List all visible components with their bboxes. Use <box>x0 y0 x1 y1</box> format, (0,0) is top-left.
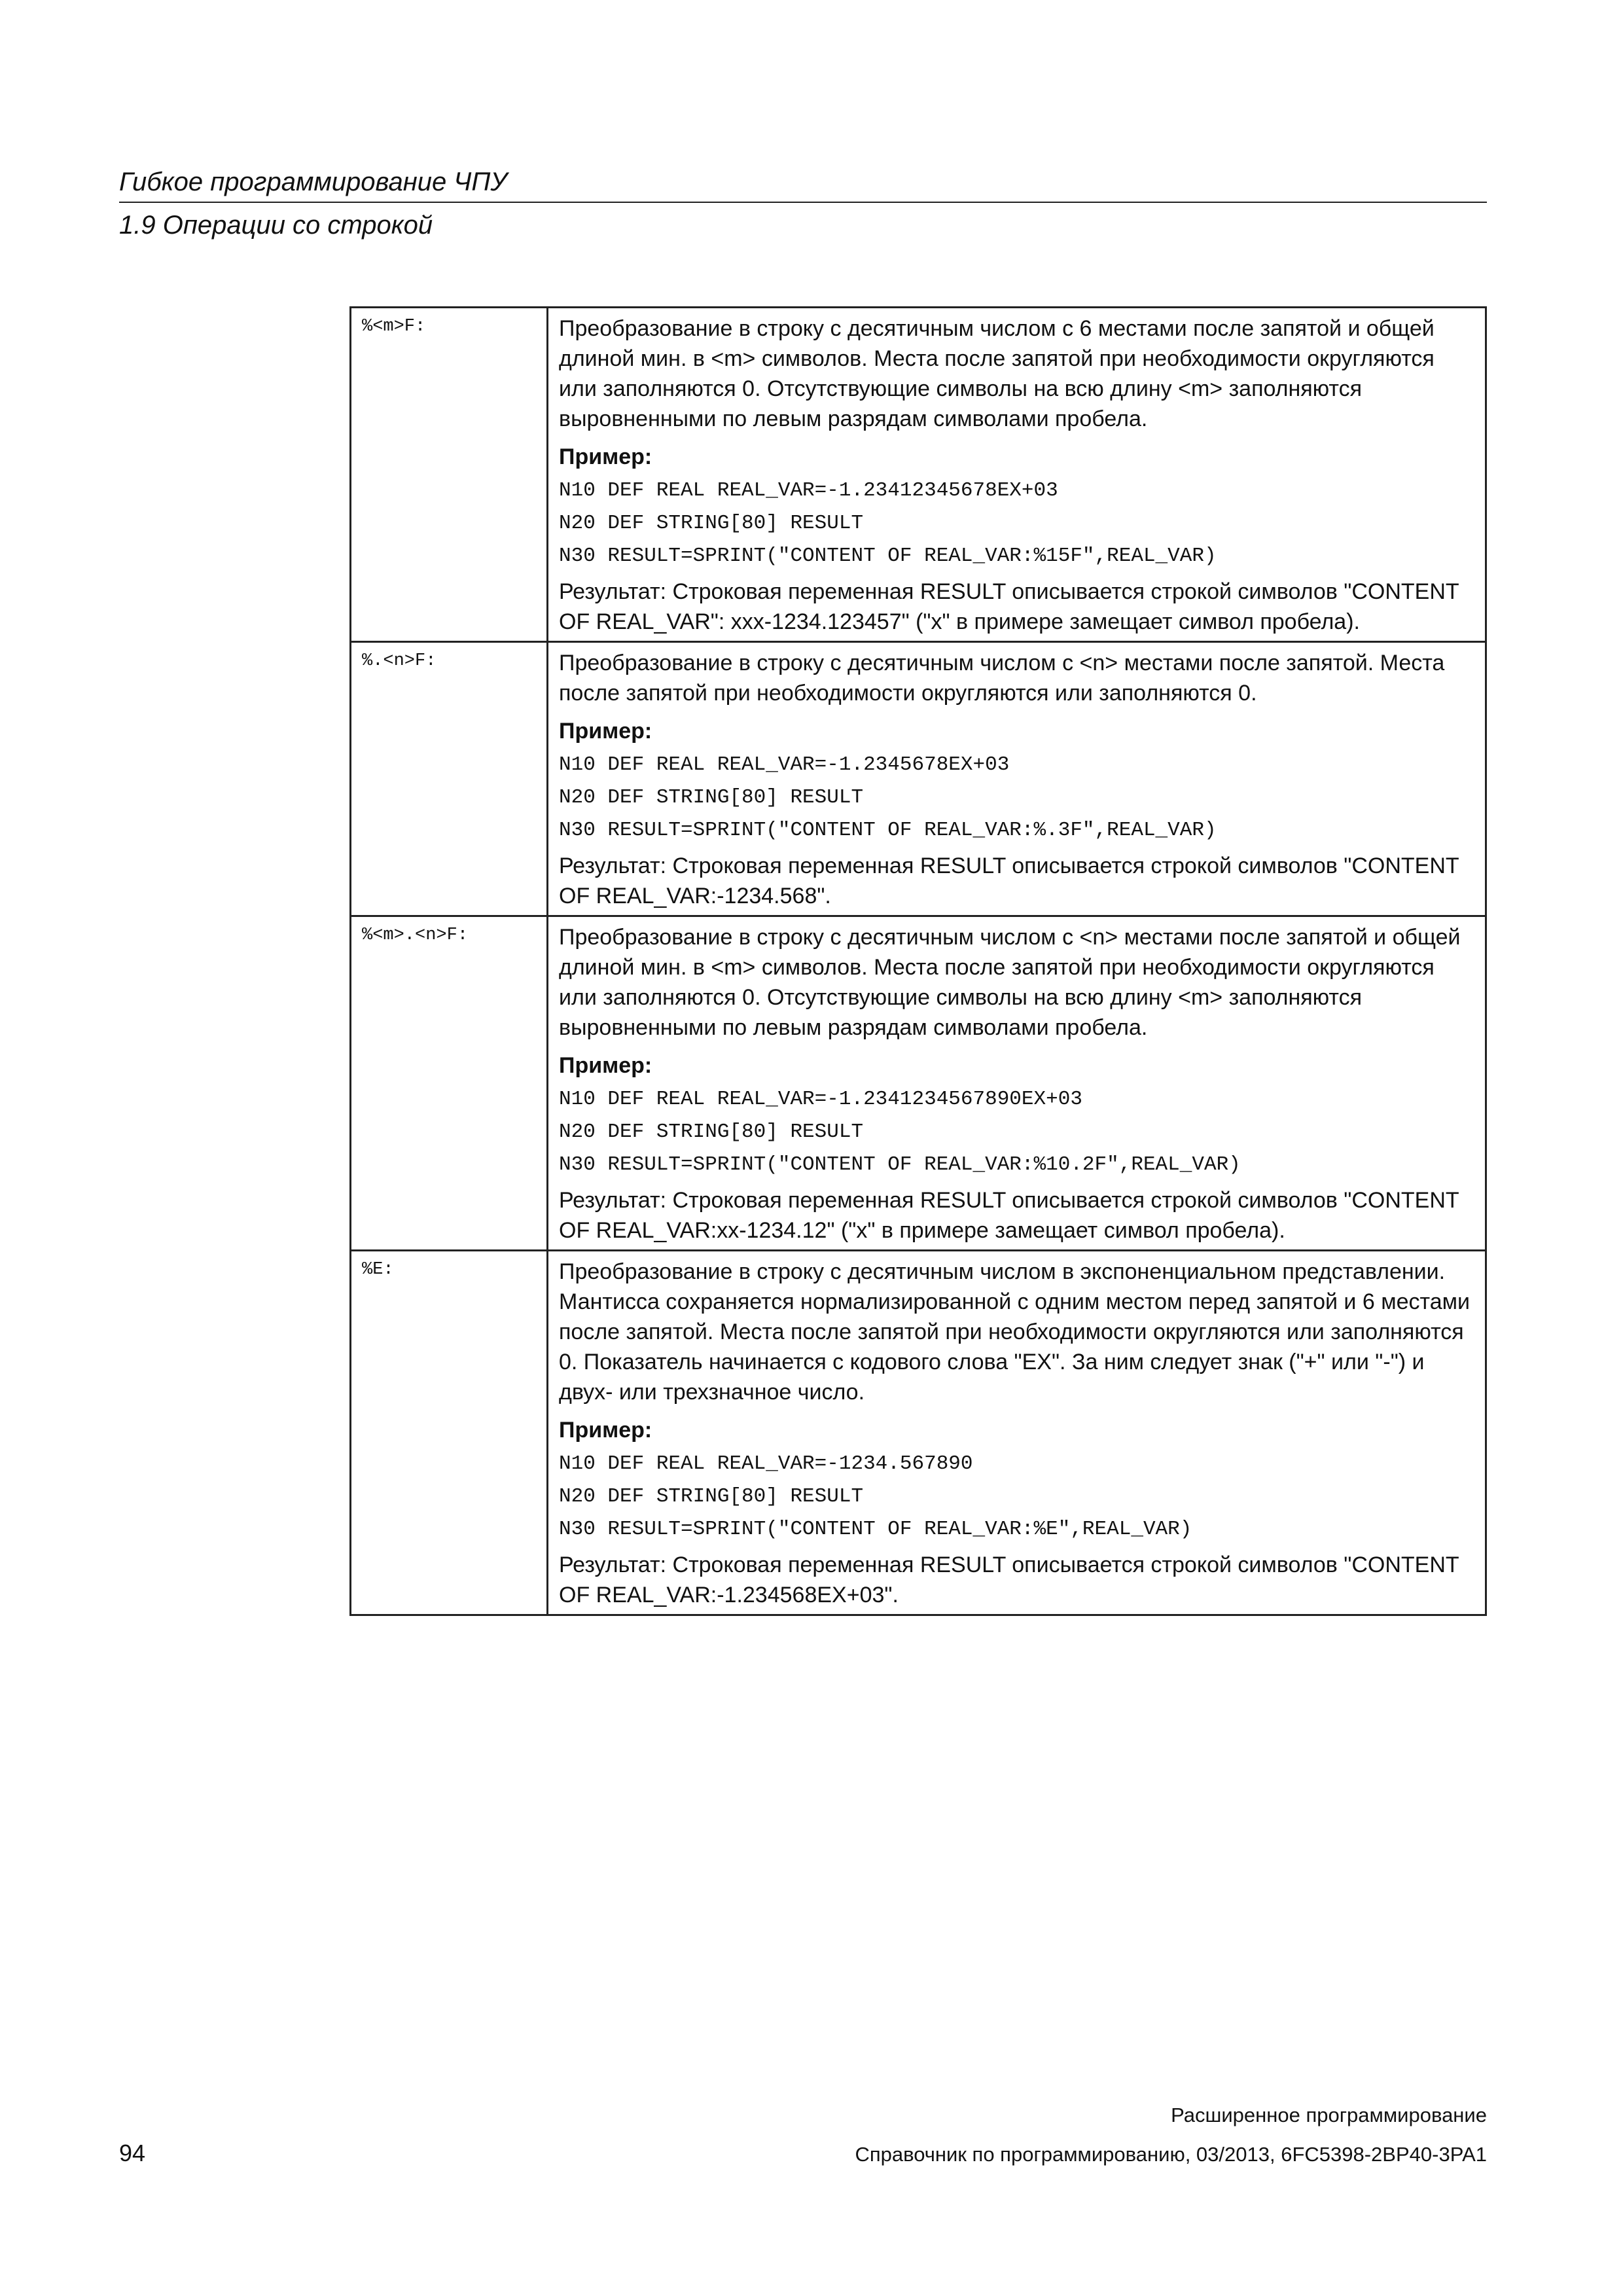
example-heading: Пример: <box>559 444 652 469</box>
table-row <box>351 642 1486 916</box>
format-description: Преобразование в строку с десятичным числом с <n> местами после запятой. Места после запятой при необходимости округляются или заполняются 0. <box>559 651 1445 706</box>
table-row <box>351 916 1486 1251</box>
example-code-line: N10 DEF REAL REAL_VAR=-1.2345678EX+03 <box>559 753 1010 776</box>
table-row <box>351 308 1486 642</box>
header-divider <box>119 202 1487 203</box>
format-description-cell <box>548 642 1486 916</box>
format-code: %<m>F: <box>351 308 548 642</box>
table-row <box>351 1251 1486 1615</box>
page-number: 94 <box>119 2140 146 2166</box>
example-code-line: N10 DEF REAL REAL_VAR=-1.23412345678EX+03 <box>559 479 1058 502</box>
example-result: Результат: Строковая переменная RESULT описывается строкой символов "CONTENT OF REAL_VAR:-1234.568". <box>559 853 1459 908</box>
format-spec-table <box>349 306 1487 1616</box>
format-description: Преобразование в строку с десятичным числом в экспоненциальном представлении. Мантисса сохраняется нормализированной с одним местом перед запятой и 6 местами после запятой. Места после запятой при необходимости округляются или заполняются 0. Показатель начинается с кодового слова "EX". За ним следует знак ("+" или "-") и двух- или трехзначное число. <box>559 1259 1470 1405</box>
example-code-line: N20 DEF STRING[80] RESULT <box>559 786 864 809</box>
format-description: Преобразование в строку с десятичным числом с <n> местами после запятой и общей длиной мин. в <m> символов. Места после запятой при необходимости округляются или заполняются 0. Отсутствующие символы на всю длину <m> заполняются выровненными по левым разрядам символами пробела. <box>559 925 1461 1040</box>
example-code-line: N20 DEF STRING[80] RESULT <box>559 1121 864 1143</box>
format-description-cell <box>548 1251 1486 1615</box>
format-code: %.<n>F: <box>351 642 548 916</box>
example-result: Результат: Строковая переменная RESULT описывается строкой символов "CONTENT OF REAL_VAR:-1.234568EX+03". <box>559 1552 1459 1607</box>
example-result: Результат: Строковая переменная RESULT описывается строкой символов "CONTENT OF REAL_VAR:xx-1234.12" ("x" в примере замещает символ пробела). <box>559 1188 1459 1243</box>
example-code-line: N30 RESULT=SPRINT("CONTENT OF REAL_VAR:%10.2F",REAL_VAR) <box>559 1153 1241 1176</box>
example-heading: Пример: <box>559 1418 652 1443</box>
format-description-cell <box>548 916 1486 1251</box>
example-code-line: N30 RESULT=SPRINT("CONTENT OF REAL_VAR:%15F",REAL_VAR) <box>559 545 1217 567</box>
format-code: %E: <box>351 1251 548 1615</box>
example-result: Результат: Строковая переменная RESULT описывается строкой символов "CONTENT OF REAL_VAR": xxx-1234.123457" ("x" в примере замещает символ пробела). <box>559 579 1459 634</box>
example-code-line: N10 DEF REAL REAL_VAR=-1.2341234567890EX+03 <box>559 1088 1082 1111</box>
format-description-cell <box>548 308 1486 642</box>
example-code-line: N10 DEF REAL REAL_VAR=-1234.567890 <box>559 1452 973 1475</box>
example-code-line: N30 RESULT=SPRINT("CONTENT OF REAL_VAR:%.3F",REAL_VAR) <box>559 819 1217 842</box>
example-heading: Пример: <box>559 719 652 744</box>
example-code-line: N20 DEF STRING[80] RESULT <box>559 512 864 535</box>
format-description: Преобразование в строку с десятичным числом с 6 местами после запятой и общей длиной мин. в <m> символов. Места после запятой при необходимости округляются или заполняются 0. Отсутствующие символы на всю длину <m> заполняются выровненными по левым разрядам символами пробела. <box>559 316 1435 431</box>
footer-manual-title: Расширенное программирование <box>1171 2104 1487 2126</box>
footer-reference: Справочник по программированию, 03/2013, 6FC5398-2BP40-3PA1 <box>855 2143 1487 2166</box>
example-code-line: N20 DEF STRING[80] RESULT <box>559 1485 864 1508</box>
format-code: %<m>.<n>F: <box>351 916 548 1251</box>
example-heading: Пример: <box>559 1053 652 1078</box>
chapter-title: Гибкое программирование ЧПУ <box>119 168 507 196</box>
section-title: 1.9 Операции со строкой <box>119 211 433 240</box>
example-code-line: N30 RESULT=SPRINT("CONTENT OF REAL_VAR:%E",REAL_VAR) <box>559 1518 1192 1541</box>
